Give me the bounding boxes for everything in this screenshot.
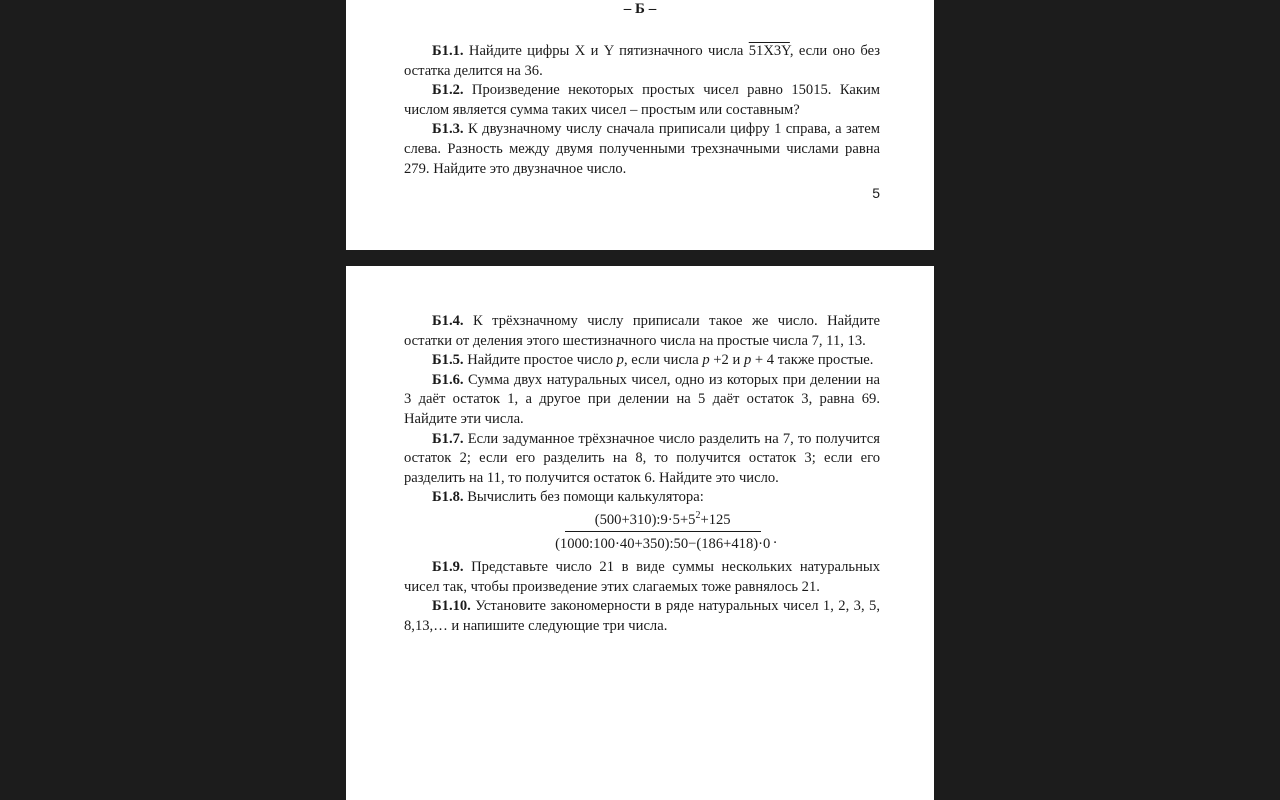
overlined-number: 51X3Y (748, 43, 790, 59)
problem-text: , если оно без остатка делится на 36. (404, 43, 880, 79)
numerator-part: +125 (700, 511, 731, 528)
fraction-numerator (565, 510, 761, 532)
problem-text: Если задуманное трёхзначное число разделить на 7, то получится остаток 2; если его разделить на 8, то получится остаток 3; если его разделить на 11, то получится остаток 6. Найдите это число. (404, 430, 880, 486)
problem-b1-2 (404, 81, 880, 120)
problem-list-page-2 (404, 312, 880, 636)
document-page-2 (346, 266, 934, 800)
problem-text: + 4 также простые. (751, 352, 874, 369)
problem-text: Сумма двух натуральных чисел, одно из которых при делении на 3 даёт остаток 1, а другое при делении на 5 даёт остаток 3, равна 69. Найдите эти числа. (404, 371, 880, 427)
math-formula (404, 510, 880, 554)
problem-b1-4 (404, 312, 880, 351)
section-header: – Б – (623, 1, 657, 17)
problem-b1-7 (404, 430, 880, 489)
problem-number: Б1.6. (432, 371, 464, 388)
problem-list-page-1 (404, 42, 880, 179)
problem-number: Б1.2. (432, 82, 464, 99)
problem-text: , если числа (623, 352, 703, 369)
variable-p: p (702, 352, 710, 369)
problem-b1-8 (404, 488, 880, 508)
document-page-1 (346, 0, 934, 250)
problem-b1-1 (404, 42, 880, 81)
problem-b1-6 (404, 371, 880, 430)
numerator-part: (500+310):9·5+5 (594, 511, 696, 528)
problem-b1-9 (404, 558, 880, 597)
fraction-denominator: (1000:100·40+350):50−(186+418)·0 (555, 535, 771, 552)
problem-b1-5 (404, 351, 880, 371)
problem-b1-10 (404, 597, 880, 636)
fraction (555, 510, 770, 554)
problem-number: Б1.9. (432, 558, 464, 575)
problem-number: Б1.10. (432, 598, 471, 615)
problem-text: Вычислить без помощи калькулятора: (463, 489, 704, 506)
problem-b1-3 (404, 120, 880, 179)
problem-number: Б1.3. (432, 121, 464, 138)
formula-end-mark: . (773, 531, 777, 548)
variable-p: p (743, 352, 752, 369)
problem-number: Б1.7. (432, 430, 464, 447)
problem-number: Б1.1. (432, 43, 464, 59)
problem-text: Произведение некоторых простых чисел равно 15015. Каким числом является сумма таких чисел – простым или составным? (404, 82, 880, 118)
variable-p: p (616, 352, 624, 369)
problem-text: +2 и (709, 352, 744, 369)
problem-text: К трёхзначному числу приписали такое же число. Найдите остатки от деления этого шестизначного числа на простые числа 7, 11, 13. (404, 313, 880, 349)
problem-text: Представьте число 21 в виде суммы нескольких натуральных чисел так, чтобы произведение этих слагаемых тоже равнялось 21. (404, 558, 880, 595)
page-gap (346, 250, 934, 266)
page-number: 5 (872, 185, 880, 201)
exponent: 2 (695, 510, 701, 522)
problem-text: Найдите цифры X и Y пятизначного числа (463, 43, 749, 59)
problem-text: Найдите простое число (463, 352, 617, 369)
problem-number: Б1.5. (432, 352, 464, 369)
problem-number: Б1.8. (432, 489, 464, 506)
problem-number: Б1.4. (432, 313, 464, 329)
problem-text: Установите закономерности в ряде натуральных чисел 1, 2, 3, 5, 8,13,… и напишите следующие три числа. (404, 598, 880, 634)
problem-text: К двузначному числу сначала приписали цифру 1 справа, а затем слева. Разность между двумя полученными трехзначными числами равна 279. Найдите это двузначное число. (404, 121, 880, 177)
